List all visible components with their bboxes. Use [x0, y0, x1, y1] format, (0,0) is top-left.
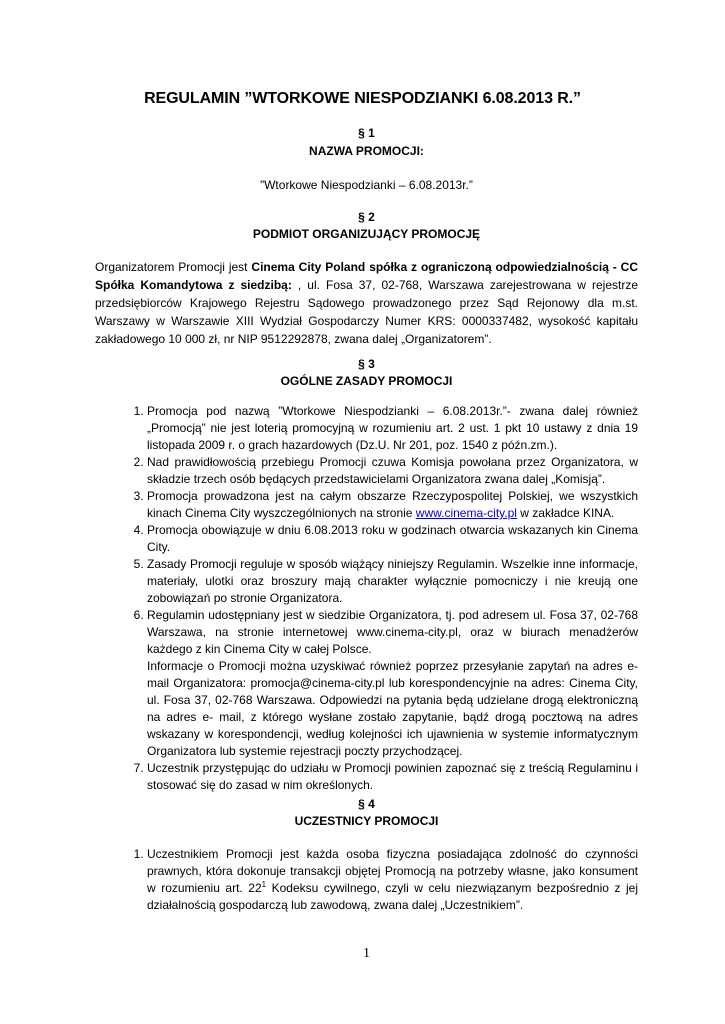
participants-list: [95, 846, 638, 914]
section-3-heading: OGÓLNE ZASADY PROMOCJI: [280, 374, 453, 388]
list-item-text: Kodeksu cywilnego, czyli w celu niezwiązanym bezpośrednio z jej działalnością gospodarczą lub zawodową, zwana dalej „Uczestnikiem”.: [147, 881, 639, 912]
list-item: 4. Promocja obowiązuje w dniu 6.08.2013 roku w godzinach otwarcia wskazanych kin Cinema City.: [147, 522, 638, 556]
section-2-heading: PODMIOT ORGANIZUJĄCY PROMOCJĘ: [252, 227, 481, 241]
promotion-name: ”Wtorkowe Niespodzianki – 6.08.2013r.”: [260, 178, 473, 192]
list-item-text: Promocja prowadzona jest na całym obszarze Rzeczypospolitej Polskiej, we wszystkich kinach Cinema City wyszczególnionych na stronie: [147, 489, 638, 520]
section-2-number: § 2: [358, 210, 375, 224]
list-item: [147, 846, 638, 914]
section-3-number: § 3: [358, 357, 375, 371]
superscript: 1: [261, 880, 267, 889]
section-1-heading: NAZWA PROMOCJI:: [309, 144, 424, 158]
list-item-text: Informacje o Promocji można uzyskiwać również poprzez przesyłanie zapytań na adres e-mail Organizatora: promocja@cinema-city.pl lub korespondencyjnie na adres: Cinema City, ul. Fosa 37, 02-768 Warszawa. Odpowiedzi na pytania będą udzielane drogą elektroniczną na adres e- mail, z którego wysłane zostało zapytanie, bądź drogą pocztową na adres wskazany w korespondencji, według kolejności ich ujawnienia w systemie informatycznym Organizatora lub systemie rejestracji poczty przychodzącej.: [147, 659, 638, 758]
organizer-company-name: Cinema City Poland spółka z ograniczoną odpowiedzialnością - CC Spółka Komandytowa z siedzibą:: [95, 260, 639, 292]
list-item: [147, 607, 638, 760]
list-item: 7. Uczestnik przystępując do udziału w Promocji powinien zapoznać się z treścią Regulaminu i stosować się do zasad w nim określonych.: [147, 760, 638, 794]
general-rules-list: [95, 403, 638, 794]
list-item-text: w zakładce KINA.: [516, 506, 615, 520]
list-item-text: Uczestnikiem Promocji jest każda osoba fizyczna posiadająca zdolność do czynności prawnych, która dokonuje transakcji objętej Promocją na potrzeby własne, jako konsument w rozumieniu art. 22: [147, 847, 638, 895]
list-item: 5. Zasady Promocji reguluje w sposób wiążący niniejszy Regulamin. Wszelkie inne informacje, materiały, ulotki oraz broszury mają charakter wyłącznie pomocniczy i nie kreują one zobowiązań po stronie Organizatora.: [147, 556, 638, 607]
list-item: [147, 488, 638, 522]
organizer-text-details: , ul. Fosa 37, 02-768, Warszawa zarejestrowana w rejestrze przedsiębiorców Krajowego Rejestru Sądowego prowadzonego przez Sąd Rejonowy dla m.st. Warszawy w Warszawie XIII Wydział Gospodarczy Numer KRS: 0000337482, wysokość kapitału zakładowego 10 000 zł, nr NIP 9512292878, zwana dalej „Organizatorem”.: [95, 278, 638, 346]
organizer-text-intro: Organizatorem Promocji jest: [95, 260, 252, 274]
list-item-text: 6. Regulamin udostępniany jest w siedzibie Organizatora, tj. pod adresem ul. Fosa 37, 02-768 Warszawa, na stronie internetowej www.cinema-city.pl, oraz w biurach menadżerów każdego z kin Cinema City w całej Polsce.: [147, 608, 638, 656]
organizer-paragraph: [95, 258, 638, 348]
cinema-city-link[interactable]: www.cinema-city.pl: [415, 506, 517, 520]
list-item: 1. Promocja pod nazwą ”Wtorkowe Niespodzianki – 6.08.2013r.”- zwana dalej również „Promocją” nie jest loterią promocyjną w rozumieniu art. 2 ust. 1 pkt 10 ustawy z dnia 19 listopada 2009 r. o grach hazardowych (Dz.U. Nr 201, poz. 1540 z późn.zm.).: [147, 403, 638, 454]
section-4-heading: UCZESTNICY PROMOCJI: [294, 814, 439, 828]
section-1-number: § 1: [358, 126, 375, 140]
page-number: 1: [363, 946, 370, 961]
document-title: REGULAMIN ”WTORKOWE NIESPODZIANKI 6.08.2013 R.”: [144, 90, 581, 107]
section-4-number: § 4: [358, 797, 375, 811]
list-item: 2. Nad prawidłowością przebiegu Promocji czuwa Komisja powołana przez Organizatora, w składzie trzech osób będących przedstawicielami Organizatora zwana dalej „Komisją”.: [147, 454, 638, 488]
